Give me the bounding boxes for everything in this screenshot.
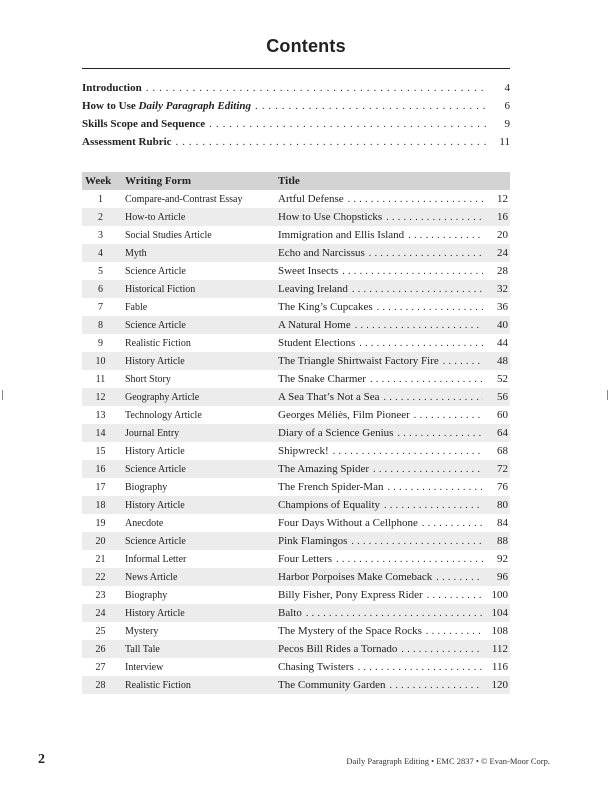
leader-dots <box>146 82 488 94</box>
entry-title: Champions of Equality . . . <box>278 499 486 511</box>
table-row[interactable] <box>82 406 510 424</box>
entry-page: 116 <box>491 661 508 673</box>
entry-page: 12 <box>497 193 508 205</box>
table-row[interactable] <box>82 640 510 658</box>
writing-form: Geography Article <box>125 391 200 403</box>
writing-form: Realistic Fiction <box>125 679 191 691</box>
week-number: 14 <box>95 427 106 439</box>
week-number: 13 <box>95 409 106 421</box>
entry-page: 40 <box>497 319 508 331</box>
week-number: 1 <box>98 193 103 205</box>
front-matter-label: How to Use Daily Paragraph Editing <box>82 100 251 112</box>
week-number: 28 <box>95 679 106 691</box>
leader-dots <box>401 644 483 655</box>
entry-page: 44 <box>497 337 508 349</box>
entry-title: The Triangle Shirtwaist Factory Fire . . . <box>278 355 486 367</box>
entry-page: 24 <box>497 247 508 259</box>
front-matter-list <box>82 82 510 154</box>
front-matter-item[interactable] <box>82 82 510 100</box>
writing-form: Biography <box>125 589 168 601</box>
front-matter-item[interactable] <box>82 136 510 154</box>
leader-dots <box>255 100 488 112</box>
entry-page: 28 <box>497 265 508 277</box>
margin-tick <box>607 390 608 400</box>
writing-form: Science Article <box>125 265 186 277</box>
table-row[interactable] <box>82 334 510 352</box>
entry-page: 92 <box>497 553 508 565</box>
writing-form: Science Article <box>125 535 186 547</box>
entry-title: Pecos Bill Rides a Tornado . . . <box>278 643 486 655</box>
entry-title: Chasing Twisters . . . <box>278 661 486 673</box>
entry-title: Four Days Without a Cellphone . . . <box>278 517 486 529</box>
leader-dots <box>427 590 483 601</box>
entry-page: 120 <box>491 679 508 691</box>
entry-page: 32 <box>497 283 508 295</box>
leader-dots <box>370 374 483 385</box>
entry-page: 112 <box>491 643 508 655</box>
front-matter-label: Introduction <box>82 82 142 94</box>
week-number: 8 <box>98 319 103 331</box>
table-row[interactable] <box>82 280 510 298</box>
table-row[interactable] <box>82 658 510 676</box>
week-number: 21 <box>95 553 106 565</box>
leader-dots <box>358 662 483 673</box>
leader-dots <box>426 626 483 637</box>
week-number: 16 <box>95 463 106 475</box>
entry-title: The Amazing Spider . . . <box>278 463 486 475</box>
entry-page: 108 <box>491 625 508 637</box>
entry-page: 16 <box>497 211 508 223</box>
entry-title: Sweet Insects . . . <box>278 265 486 277</box>
writing-form: Historical Fiction <box>125 283 196 295</box>
title-rule <box>82 68 510 69</box>
entry-title: How to Use Chopsticks . . . <box>278 211 486 223</box>
front-matter-page: 9 <box>504 118 510 130</box>
leader-dots <box>333 446 483 457</box>
table-row[interactable] <box>82 496 510 514</box>
entry-title: The Community Garden . . . <box>278 679 486 691</box>
writing-form: Mystery <box>125 625 159 637</box>
writing-form: Myth <box>125 247 147 259</box>
leader-dots <box>390 680 483 691</box>
leader-dots <box>384 392 483 403</box>
week-number: 25 <box>95 625 106 637</box>
week-number: 22 <box>95 571 106 583</box>
writing-form: Science Article <box>125 319 186 331</box>
table-row[interactable] <box>82 316 510 334</box>
entry-page: 68 <box>497 445 508 457</box>
table-header <box>82 172 510 190</box>
entry-page: 96 <box>497 571 508 583</box>
writing-form: How-to Article <box>125 211 186 223</box>
title-header: Title <box>278 175 300 187</box>
writing-form: History Article <box>125 499 185 511</box>
writing-form: Tall Tale <box>125 643 160 655</box>
table-row[interactable] <box>82 622 510 640</box>
writing-form: Science Article <box>125 463 186 475</box>
leader-dots <box>306 608 483 619</box>
entry-page: 52 <box>497 373 508 385</box>
writing-form: Interview <box>125 661 164 673</box>
week-number: 20 <box>95 535 106 547</box>
leader-dots <box>386 212 483 223</box>
table-row[interactable] <box>82 532 510 550</box>
table-row[interactable] <box>82 478 510 496</box>
week-number: 17 <box>95 481 106 493</box>
leader-dots <box>351 536 483 547</box>
table-row[interactable] <box>82 388 510 406</box>
table-row[interactable] <box>82 244 510 262</box>
leader-dots <box>355 320 483 331</box>
table-row[interactable] <box>82 514 510 532</box>
entry-title: Leaving Ireland . . . <box>278 283 486 295</box>
entry-page: 20 <box>497 229 508 241</box>
leader-dots <box>397 428 483 439</box>
front-matter-label: Skills Scope and Sequence <box>82 118 206 130</box>
entry-title: The French Spider-Man . . . <box>278 481 486 493</box>
leader-dots <box>408 230 483 241</box>
leader-dots <box>359 338 483 349</box>
entry-title: Balto . . . <box>278 607 486 619</box>
table-row[interactable] <box>82 550 510 568</box>
entry-title: The Snake Charmer . . . <box>278 373 486 385</box>
writing-form: Realistic Fiction <box>125 337 191 349</box>
table-row[interactable] <box>82 460 510 478</box>
week-number: 27 <box>95 661 106 673</box>
leader-dots <box>422 518 483 529</box>
entry-title: Immigration and Ellis Island . . . <box>278 229 486 241</box>
entry-page: 84 <box>497 517 508 529</box>
writing-form: Fable <box>125 301 148 313</box>
writing-form: Journal Entry <box>125 427 180 439</box>
table-row[interactable] <box>82 568 510 586</box>
entry-page: 100 <box>491 589 508 601</box>
writing-form: Informal Letter <box>125 553 187 565</box>
week-number: 6 <box>98 283 103 295</box>
front-matter-page: 11 <box>499 136 510 148</box>
week-number: 10 <box>95 355 106 367</box>
front-matter-item[interactable] <box>82 100 510 118</box>
week-number: 7 <box>98 301 103 313</box>
entry-title: The Mystery of the Space Rocks . . . <box>278 625 486 637</box>
week-number: 18 <box>95 499 106 511</box>
entry-page: 48 <box>497 355 508 367</box>
entry-page: 56 <box>497 391 508 403</box>
leader-dots <box>443 356 483 367</box>
week-number: 5 <box>98 265 103 277</box>
entry-title: The King’s Cupcakes . . . <box>278 301 486 313</box>
leader-dots <box>342 266 483 277</box>
leader-dots <box>336 554 483 565</box>
week-number: 4 <box>98 247 103 259</box>
entry-page: 80 <box>497 499 508 511</box>
entry-title: Student Elections . . . <box>278 337 486 349</box>
leader-dots <box>348 194 483 205</box>
leader-dots <box>384 500 483 511</box>
entry-page: 76 <box>497 481 508 493</box>
entry-page: 36 <box>497 301 508 313</box>
table-row[interactable] <box>82 208 510 226</box>
writing-form: Short Story <box>125 373 171 385</box>
week-number: 12 <box>95 391 106 403</box>
week-header: Week <box>85 175 112 187</box>
week-number: 9 <box>98 337 103 349</box>
entry-title: Echo and Narcissus . . . <box>278 247 486 259</box>
entry-title: A Natural Home . . . <box>278 319 486 331</box>
table-row[interactable] <box>82 226 510 244</box>
writing-form: News Article <box>125 571 178 583</box>
table-row[interactable] <box>82 298 510 316</box>
contents-table <box>82 172 510 694</box>
week-number: 2 <box>98 211 103 223</box>
page-title: Contents <box>266 36 346 56</box>
entry-title: Shipwreck! . . . <box>278 445 486 457</box>
front-matter-page: 4 <box>504 82 510 94</box>
writing-form: Biography <box>125 481 168 493</box>
entry-page: 88 <box>497 535 508 547</box>
entry-page: 64 <box>497 427 508 439</box>
writing-form: Compare-and-Contrast Essay <box>125 193 243 205</box>
front-matter-page: 6 <box>504 100 510 112</box>
margin-tick <box>2 390 3 400</box>
leader-dots <box>369 248 483 259</box>
front-matter-item[interactable] <box>82 118 510 136</box>
week-number: 11 <box>95 373 106 385</box>
table-row[interactable] <box>82 262 510 280</box>
leader-dots <box>377 302 483 313</box>
entry-title: Billy Fisher, Pony Express Rider . . . <box>278 589 486 601</box>
table-row[interactable] <box>82 352 510 370</box>
page-number: 2 <box>38 752 45 767</box>
table-row[interactable] <box>82 586 510 604</box>
leader-dots <box>176 136 488 148</box>
entry-title: Harbor Porpoises Make Comeback . . . <box>278 571 486 583</box>
writing-form: Anecdote <box>125 517 164 529</box>
table-row[interactable] <box>82 190 510 208</box>
leader-dots <box>352 284 483 295</box>
table-row[interactable] <box>82 604 510 622</box>
week-number: 19 <box>95 517 106 529</box>
footer-credit: Daily Paragraph Editing • EMC 2837 • © Evan-Moor Corp. <box>346 756 550 766</box>
entry-title: Artful Defense . . . <box>278 193 486 205</box>
leader-dots <box>387 482 483 493</box>
leader-dots <box>414 410 483 421</box>
entry-page: 60 <box>497 409 508 421</box>
week-number: 3 <box>98 229 103 241</box>
entry-title: Georges Méliès, Film Pioneer . . . <box>278 409 486 421</box>
week-number: 23 <box>95 589 106 601</box>
table-row[interactable] <box>82 424 510 442</box>
week-number: 15 <box>95 445 106 457</box>
leader-dots <box>436 572 483 583</box>
entry-title: A Sea That’s Not a Sea . . . <box>278 391 486 403</box>
entry-page: 104 <box>491 607 508 619</box>
entry-page: 72 <box>497 463 508 475</box>
writing-form: Technology Article <box>125 409 202 421</box>
table-row[interactable] <box>82 370 510 388</box>
leader-dots <box>209 118 488 130</box>
writing-form: Social Studies Article <box>125 229 212 241</box>
leader-dots <box>373 464 483 475</box>
entry-title: Pink Flamingos . . . <box>278 535 486 547</box>
writing-form: History Article <box>125 607 185 619</box>
writing-form: History Article <box>125 355 185 367</box>
table-body <box>82 190 510 694</box>
entry-title: Four Letters . . . <box>278 553 486 565</box>
week-number: 26 <box>95 643 106 655</box>
week-number: 24 <box>95 607 106 619</box>
entry-title: Diary of a Science Genius . . . <box>278 427 486 439</box>
writing-form-header: Writing Form <box>125 175 192 187</box>
table-row[interactable] <box>82 442 510 460</box>
writing-form: History Article <box>125 445 185 457</box>
front-matter-label: Assessment Rubric <box>82 136 172 148</box>
table-row[interactable] <box>82 676 510 694</box>
